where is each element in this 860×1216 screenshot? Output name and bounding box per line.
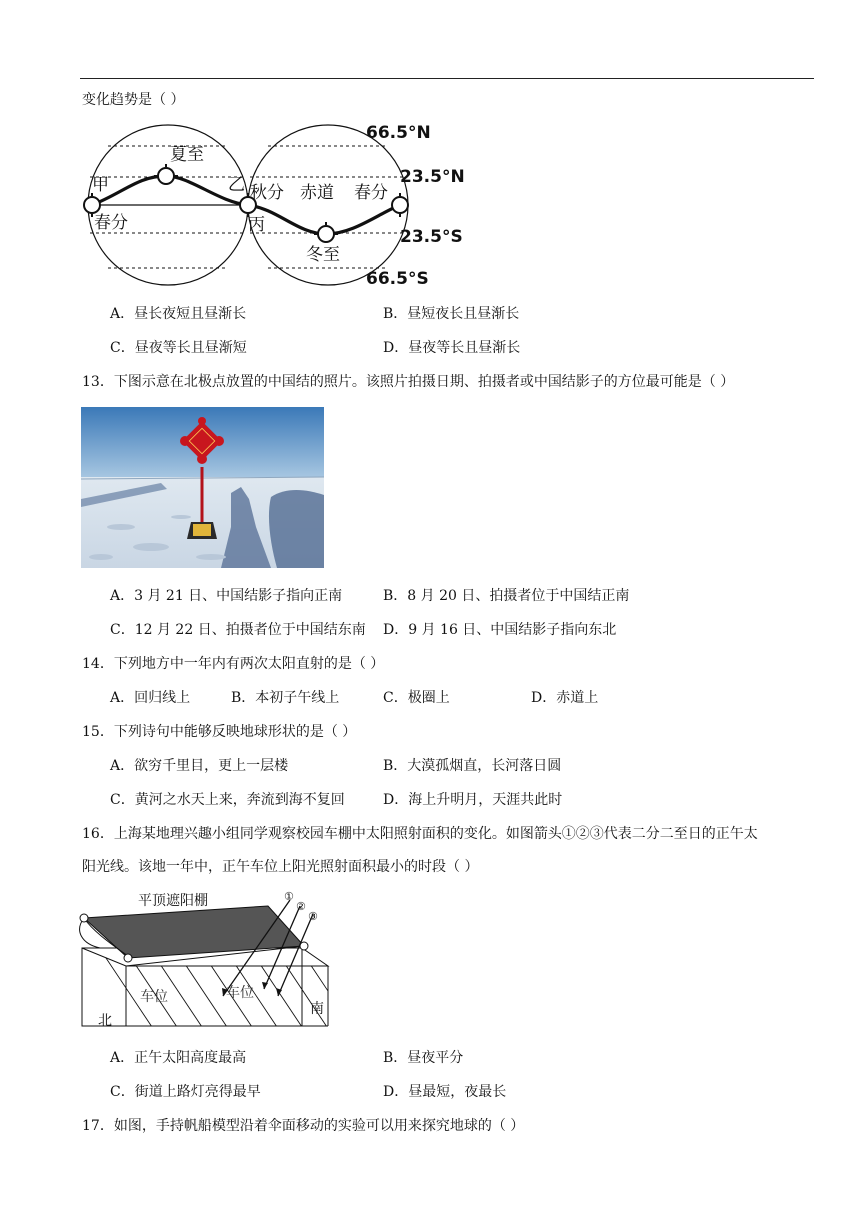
q14-option-c: C．极圈上 <box>383 690 450 706</box>
q14-option-a: A．回归线上 <box>110 690 191 706</box>
q12-stem-tail: 变化趋势是（ ） <box>82 92 185 108</box>
q17-stem: 17．如图，手持帆船模型沿着伞面移动的实验可以用来探究地球的（ ） <box>82 1118 525 1134</box>
svg-text:甲: 甲 <box>92 175 109 195</box>
carport-diagram <box>78 886 338 1032</box>
q15-option-b: B．大漠孤烟直，长河落日圆 <box>383 758 562 774</box>
q12-option-c: C．昼夜等长且昼渐短 <box>110 340 247 356</box>
q12-option-a: A．昼长夜短且昼渐长 <box>110 306 247 322</box>
svg-text:平顶遮阳棚: 平顶遮阳棚 <box>138 893 208 909</box>
sun-path-diagram <box>78 118 478 294</box>
q16-option-b: B．昼夜平分 <box>383 1050 464 1066</box>
q12-option-b: B．昼短夜长且昼渐长 <box>383 306 520 322</box>
q16-stem-line1: 16．上海某地理兴趣小组同学观察校园车棚中太阳照射面积的变化。如图箭头①②③代表二分二至日的正午太 <box>82 826 758 842</box>
svg-text:车位: 车位 <box>226 985 254 1001</box>
svg-text:南: 南 <box>310 1001 324 1017</box>
svg-text:夏至: 夏至 <box>170 145 204 165</box>
header-rule <box>80 78 814 79</box>
q13-stem: 13．下图示意在北极点放置的中国结的照片。该照片拍摄日期、拍摄者或中国结影子的方位最可能是（ ） <box>82 374 735 390</box>
q13-option-d: D．9 月 16 日、中国结影子指向东北 <box>383 622 617 638</box>
chinese-knot-photo <box>81 407 324 568</box>
svg-text:①: ① <box>284 890 294 903</box>
q16-option-c: C．街道上路灯亮得最早 <box>110 1084 261 1100</box>
svg-text:66.5°N: 66.5°N <box>366 123 431 143</box>
svg-text:赤道: 赤道 <box>300 183 334 203</box>
svg-text:乙: 乙 <box>228 175 245 195</box>
q14-stem: 14．下列地方中一年内有两次太阳直射的是（ ） <box>82 656 385 672</box>
q13-option-c: C．12 月 22 日、拍摄者位于中国结东南 <box>110 622 366 638</box>
svg-text:丙: 丙 <box>248 215 265 235</box>
svg-text:②: ② <box>296 900 306 913</box>
q16-stem-line2: 阳光线。该地一年中，正午车位上阳光照射面积最小的时段（ ） <box>82 859 479 875</box>
q13-option-a: A．3 月 21 日、中国结影子指向正南 <box>110 588 343 604</box>
q12-option-d: D．昼夜等长且昼渐长 <box>383 340 521 356</box>
q13-option-b: B．8 月 20 日、拍摄者位于中国结正南 <box>383 588 630 604</box>
svg-text:春分: 春分 <box>354 183 388 203</box>
svg-text:23.5°N: 23.5°N <box>400 167 465 187</box>
svg-text:冬至: 冬至 <box>306 245 340 265</box>
svg-text:③: ③ <box>308 910 318 923</box>
q15-option-c: C．黄河之水天上来，奔流到海不复回 <box>110 792 345 808</box>
svg-text:23.5°S: 23.5°S <box>400 227 463 247</box>
svg-text:春分: 春分 <box>94 213 128 233</box>
svg-text:66.5°S: 66.5°S <box>366 269 429 289</box>
q15-stem: 15．下列诗句中能够反映地球形状的是（ ） <box>82 724 357 740</box>
svg-text:秋分: 秋分 <box>250 183 284 203</box>
q15-option-a: A．欲穷千里目，更上一层楼 <box>110 758 289 774</box>
q15-option-d: D．海上升明月，天涯共此时 <box>383 792 563 808</box>
q16-option-d: D．昼最短，夜最长 <box>383 1084 507 1100</box>
q16-option-a: A．正午太阳高度最高 <box>110 1050 247 1066</box>
svg-text:车位: 车位 <box>140 989 168 1005</box>
svg-text:北: 北 <box>98 1013 112 1029</box>
q14-option-b: B．本初子午线上 <box>231 690 340 706</box>
q14-option-d: D．赤道上 <box>531 690 599 706</box>
